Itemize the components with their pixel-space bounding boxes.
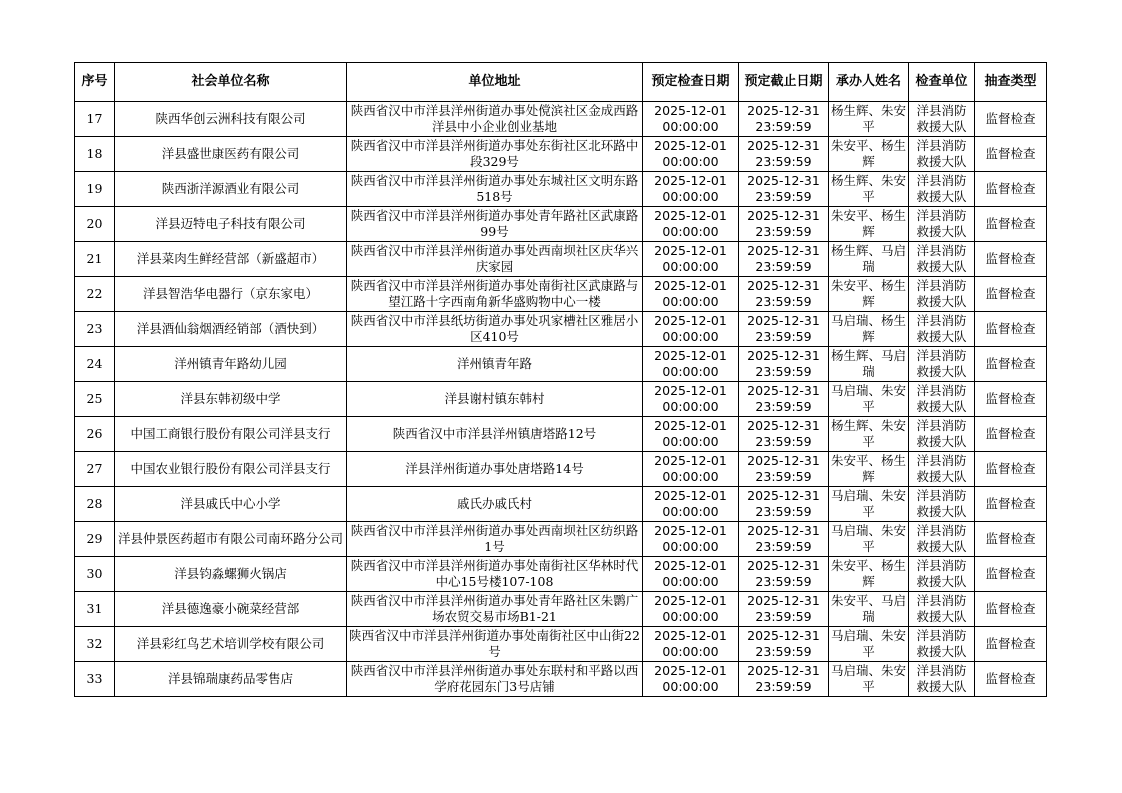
inspection-type: 监督检查 — [975, 522, 1047, 557]
inspection-type: 监督检查 — [975, 347, 1047, 382]
officer-names: 杨生辉、马启瑞 — [829, 347, 909, 382]
scheduled-deadline: 2025-12-31 23:59:59 — [739, 662, 829, 697]
unit-name: 洋县彩红鸟艺术培训学校有限公司 — [115, 627, 347, 662]
unit-name: 洋县智浩华电器行（京东家电） — [115, 277, 347, 312]
table-row — [75, 312, 1047, 347]
row-number: 28 — [75, 487, 115, 522]
header-cell: 检查单位 — [909, 63, 975, 102]
scheduled-deadline: 2025-12-31 23:59:59 — [739, 487, 829, 522]
scheduled-deadline: 2025-12-31 23:59:59 — [739, 172, 829, 207]
scheduled-deadline: 2025-12-31 23:59:59 — [739, 557, 829, 592]
table-row — [75, 522, 1047, 557]
scheduled-deadline: 2025-12-31 23:59:59 — [739, 592, 829, 627]
unit-name: 洋县德逸豪小碗菜经营部 — [115, 592, 347, 627]
table-row — [75, 347, 1047, 382]
inspection-type: 监督检查 — [975, 102, 1047, 137]
header-cell: 抽查类型 — [975, 63, 1047, 102]
row-number: 33 — [75, 662, 115, 697]
scheduled-deadline: 2025-12-31 23:59:59 — [739, 522, 829, 557]
row-number: 22 — [75, 277, 115, 312]
inspecting-unit: 洋县消防救援大队 — [909, 277, 975, 312]
table-row — [75, 452, 1047, 487]
unit-name: 洋县钧淼螺狮火锅店 — [115, 557, 347, 592]
unit-name: 洋州镇青年路幼儿园 — [115, 347, 347, 382]
scheduled-check-date: 2025-12-01 00:00:00 — [643, 242, 739, 277]
unit-name: 洋县戚氏中心小学 — [115, 487, 347, 522]
unit-address: 陕西省汉中市洋县洋州镇唐塔路12号 — [347, 417, 643, 452]
row-number: 21 — [75, 242, 115, 277]
unit-name: 洋县锦瑞康药品零售店 — [115, 662, 347, 697]
row-number: 32 — [75, 627, 115, 662]
row-number: 17 — [75, 102, 115, 137]
inspecting-unit: 洋县消防救援大队 — [909, 557, 975, 592]
inspection-type: 监督检查 — [975, 557, 1047, 592]
unit-name: 陕西华创云洲科技有限公司 — [115, 102, 347, 137]
row-number: 20 — [75, 207, 115, 242]
unit-address: 陕西省汉中市洋县洋州街道办事处青年路社区朱鹮广场农贸交易市场B1-21 — [347, 592, 643, 627]
header-cell: 单位地址 — [347, 63, 643, 102]
scheduled-check-date: 2025-12-01 00:00:00 — [643, 557, 739, 592]
scheduled-check-date: 2025-12-01 00:00:00 — [643, 417, 739, 452]
scheduled-deadline: 2025-12-31 23:59:59 — [739, 417, 829, 452]
inspecting-unit: 洋县消防救援大队 — [909, 347, 975, 382]
header-cell: 社会单位名称 — [115, 63, 347, 102]
officer-names: 马启瑞、朱安平 — [829, 522, 909, 557]
officer-names: 朱安平、杨生辉 — [829, 207, 909, 242]
row-number: 26 — [75, 417, 115, 452]
inspecting-unit: 洋县消防救援大队 — [909, 487, 975, 522]
row-number: 25 — [75, 382, 115, 417]
unit-name: 洋县东韩初级中学 — [115, 382, 347, 417]
unit-address: 洋县谢村镇东韩村 — [347, 382, 643, 417]
scheduled-check-date: 2025-12-01 00:00:00 — [643, 627, 739, 662]
unit-address: 陕西省汉中市洋县洋州街道办事处东联村和平路以西学府花园东门3号店铺 — [347, 662, 643, 697]
row-number: 27 — [75, 452, 115, 487]
scheduled-deadline: 2025-12-31 23:59:59 — [739, 452, 829, 487]
inspection-type: 监督检查 — [975, 207, 1047, 242]
table-row — [75, 207, 1047, 242]
scheduled-check-date: 2025-12-01 00:00:00 — [643, 347, 739, 382]
unit-name: 洋县菜肉生鲜经营部（新盛超市） — [115, 242, 347, 277]
scheduled-check-date: 2025-12-01 00:00:00 — [643, 487, 739, 522]
unit-name: 陕西浙洋源酒业有限公司 — [115, 172, 347, 207]
officer-names: 朱安平、马启瑞 — [829, 592, 909, 627]
row-number: 18 — [75, 137, 115, 172]
inspection-type: 监督检查 — [975, 452, 1047, 487]
header-cell: 预定检查日期 — [643, 63, 739, 102]
row-number: 19 — [75, 172, 115, 207]
scheduled-check-date: 2025-12-01 00:00:00 — [643, 382, 739, 417]
unit-name: 洋县仲景医药超市有限公司南环路分公司 — [115, 522, 347, 557]
inspecting-unit: 洋县消防救援大队 — [909, 137, 975, 172]
scheduled-check-date: 2025-12-01 00:00:00 — [643, 312, 739, 347]
scheduled-check-date: 2025-12-01 00:00:00 — [643, 137, 739, 172]
unit-address: 陕西省汉中市洋县洋州街道办事处南街社区中山街22号 — [347, 627, 643, 662]
unit-name: 中国农业银行股份有限公司洋县支行 — [115, 452, 347, 487]
unit-address: 陕西省汉中市洋县洋州街道办事处青年路社区武康路99号 — [347, 207, 643, 242]
inspecting-unit: 洋县消防救援大队 — [909, 522, 975, 557]
scheduled-deadline: 2025-12-31 23:59:59 — [739, 382, 829, 417]
inspection-type: 监督检查 — [975, 662, 1047, 697]
inspection-type: 监督检查 — [975, 627, 1047, 662]
scheduled-check-date: 2025-12-01 00:00:00 — [643, 102, 739, 137]
scheduled-deadline: 2025-12-31 23:59:59 — [739, 242, 829, 277]
officer-names: 朱安平、杨生辉 — [829, 557, 909, 592]
inspecting-unit: 洋县消防救援大队 — [909, 417, 975, 452]
scheduled-check-date: 2025-12-01 00:00:00 — [643, 522, 739, 557]
officer-names: 马启瑞、朱安平 — [829, 627, 909, 662]
inspecting-unit: 洋县消防救援大队 — [909, 102, 975, 137]
officer-names: 朱安平、杨生辉 — [829, 277, 909, 312]
officer-names: 马启瑞、朱安平 — [829, 382, 909, 417]
row-number: 24 — [75, 347, 115, 382]
inspecting-unit: 洋县消防救援大队 — [909, 312, 975, 347]
scheduled-deadline: 2025-12-31 23:59:59 — [739, 312, 829, 347]
inspection-type: 监督检查 — [975, 417, 1047, 452]
table-row — [75, 662, 1047, 697]
inspecting-unit: 洋县消防救援大队 — [909, 382, 975, 417]
inspecting-unit: 洋县消防救援大队 — [909, 242, 975, 277]
officer-names: 朱安平、杨生辉 — [829, 452, 909, 487]
unit-address: 陕西省汉中市洋县纸坊街道办事处巩家槽社区雅居小区410号 — [347, 312, 643, 347]
officer-names: 马启瑞、朱安平 — [829, 487, 909, 522]
scheduled-check-date: 2025-12-01 00:00:00 — [643, 277, 739, 312]
unit-address: 陕西省汉中市洋县洋州街道办事处东城社区文明东路518号 — [347, 172, 643, 207]
inspection-type: 监督检查 — [975, 277, 1047, 312]
table-row — [75, 137, 1047, 172]
table-row — [75, 417, 1047, 452]
officer-names: 杨生辉、朱安平 — [829, 417, 909, 452]
unit-name: 洋县盛世康医药有限公司 — [115, 137, 347, 172]
scheduled-deadline: 2025-12-31 23:59:59 — [739, 627, 829, 662]
row-number: 30 — [75, 557, 115, 592]
officer-names: 朱安平、杨生辉 — [829, 137, 909, 172]
scheduled-deadline: 2025-12-31 23:59:59 — [739, 277, 829, 312]
header-cell: 预定截止日期 — [739, 63, 829, 102]
scheduled-check-date: 2025-12-01 00:00:00 — [643, 592, 739, 627]
inspection-type: 监督检查 — [975, 137, 1047, 172]
inspection-type: 监督检查 — [975, 172, 1047, 207]
unit-address: 洋州镇青年路 — [347, 347, 643, 382]
inspecting-unit: 洋县消防救援大队 — [909, 207, 975, 242]
table-row — [75, 557, 1047, 592]
scheduled-check-date: 2025-12-01 00:00:00 — [643, 452, 739, 487]
officer-names: 杨生辉、朱安平 — [829, 172, 909, 207]
unit-name: 洋县酒仙翁烟酒经销部（酒快到） — [115, 312, 347, 347]
inspecting-unit: 洋县消防救援大队 — [909, 592, 975, 627]
table-row — [75, 172, 1047, 207]
inspection-type: 监督检查 — [975, 487, 1047, 522]
table-row — [75, 382, 1047, 417]
inspection-type: 监督检查 — [975, 242, 1047, 277]
row-number: 23 — [75, 312, 115, 347]
header-cell: 承办人姓名 — [829, 63, 909, 102]
table-row — [75, 242, 1047, 277]
inspecting-unit: 洋县消防救援大队 — [909, 172, 975, 207]
unit-address: 陕西省汉中市洋县洋州街道办事处东街社区北环路中段329号 — [347, 137, 643, 172]
row-number: 29 — [75, 522, 115, 557]
table-header-row — [75, 63, 1047, 102]
scheduled-deadline: 2025-12-31 23:59:59 — [739, 207, 829, 242]
unit-address: 洋县洋州街道办事处唐塔路14号 — [347, 452, 643, 487]
scheduled-check-date: 2025-12-01 00:00:00 — [643, 662, 739, 697]
inspection-type: 监督检查 — [975, 592, 1047, 627]
unit-name: 洋县迈特电子科技有限公司 — [115, 207, 347, 242]
scheduled-deadline: 2025-12-31 23:59:59 — [739, 347, 829, 382]
table-row — [75, 487, 1047, 522]
unit-name: 中国工商银行股份有限公司洋县支行 — [115, 417, 347, 452]
unit-address: 陕西省汉中市洋县洋州街道办事处南街社区华林时代中心15号楼107-108 — [347, 557, 643, 592]
scheduled-check-date: 2025-12-01 00:00:00 — [643, 172, 739, 207]
scheduled-deadline: 2025-12-31 23:59:59 — [739, 137, 829, 172]
officer-names: 杨生辉、马启瑞 — [829, 242, 909, 277]
inspecting-unit: 洋县消防救援大队 — [909, 662, 975, 697]
scheduled-check-date: 2025-12-01 00:00:00 — [643, 207, 739, 242]
unit-address: 陕西省汉中市洋县洋州街道办事处南街社区武康路与望江路十字西南角新华盛购物中心一楼 — [347, 277, 643, 312]
inspecting-unit: 洋县消防救援大队 — [909, 627, 975, 662]
table-row — [75, 592, 1047, 627]
unit-address: 陕西省汉中市洋县洋州街道办事处西南坝社区纺织路1号 — [347, 522, 643, 557]
row-number: 31 — [75, 592, 115, 627]
inspection-table — [74, 62, 1047, 697]
officer-names: 马启瑞、杨生辉 — [829, 312, 909, 347]
inspection-type: 监督检查 — [975, 312, 1047, 347]
table-body — [75, 102, 1047, 697]
unit-address: 陕西省汉中市洋县洋州街道办事处西南坝社区庆华兴庆家园 — [347, 242, 643, 277]
officer-names: 杨生辉、朱安平 — [829, 102, 909, 137]
unit-address: 戚氏办戚氏村 — [347, 487, 643, 522]
scheduled-deadline: 2025-12-31 23:59:59 — [739, 102, 829, 137]
header-cell: 序号 — [75, 63, 115, 102]
inspecting-unit: 洋县消防救援大队 — [909, 452, 975, 487]
inspection-type: 监督检查 — [975, 382, 1047, 417]
table-row — [75, 277, 1047, 312]
unit-address: 陕西省汉中市洋县洋州街道办事处傥滨社区金成西路洋县中小企业创业基地 — [347, 102, 643, 137]
table-row — [75, 102, 1047, 137]
table-row — [75, 627, 1047, 662]
officer-names: 马启瑞、朱安平 — [829, 662, 909, 697]
